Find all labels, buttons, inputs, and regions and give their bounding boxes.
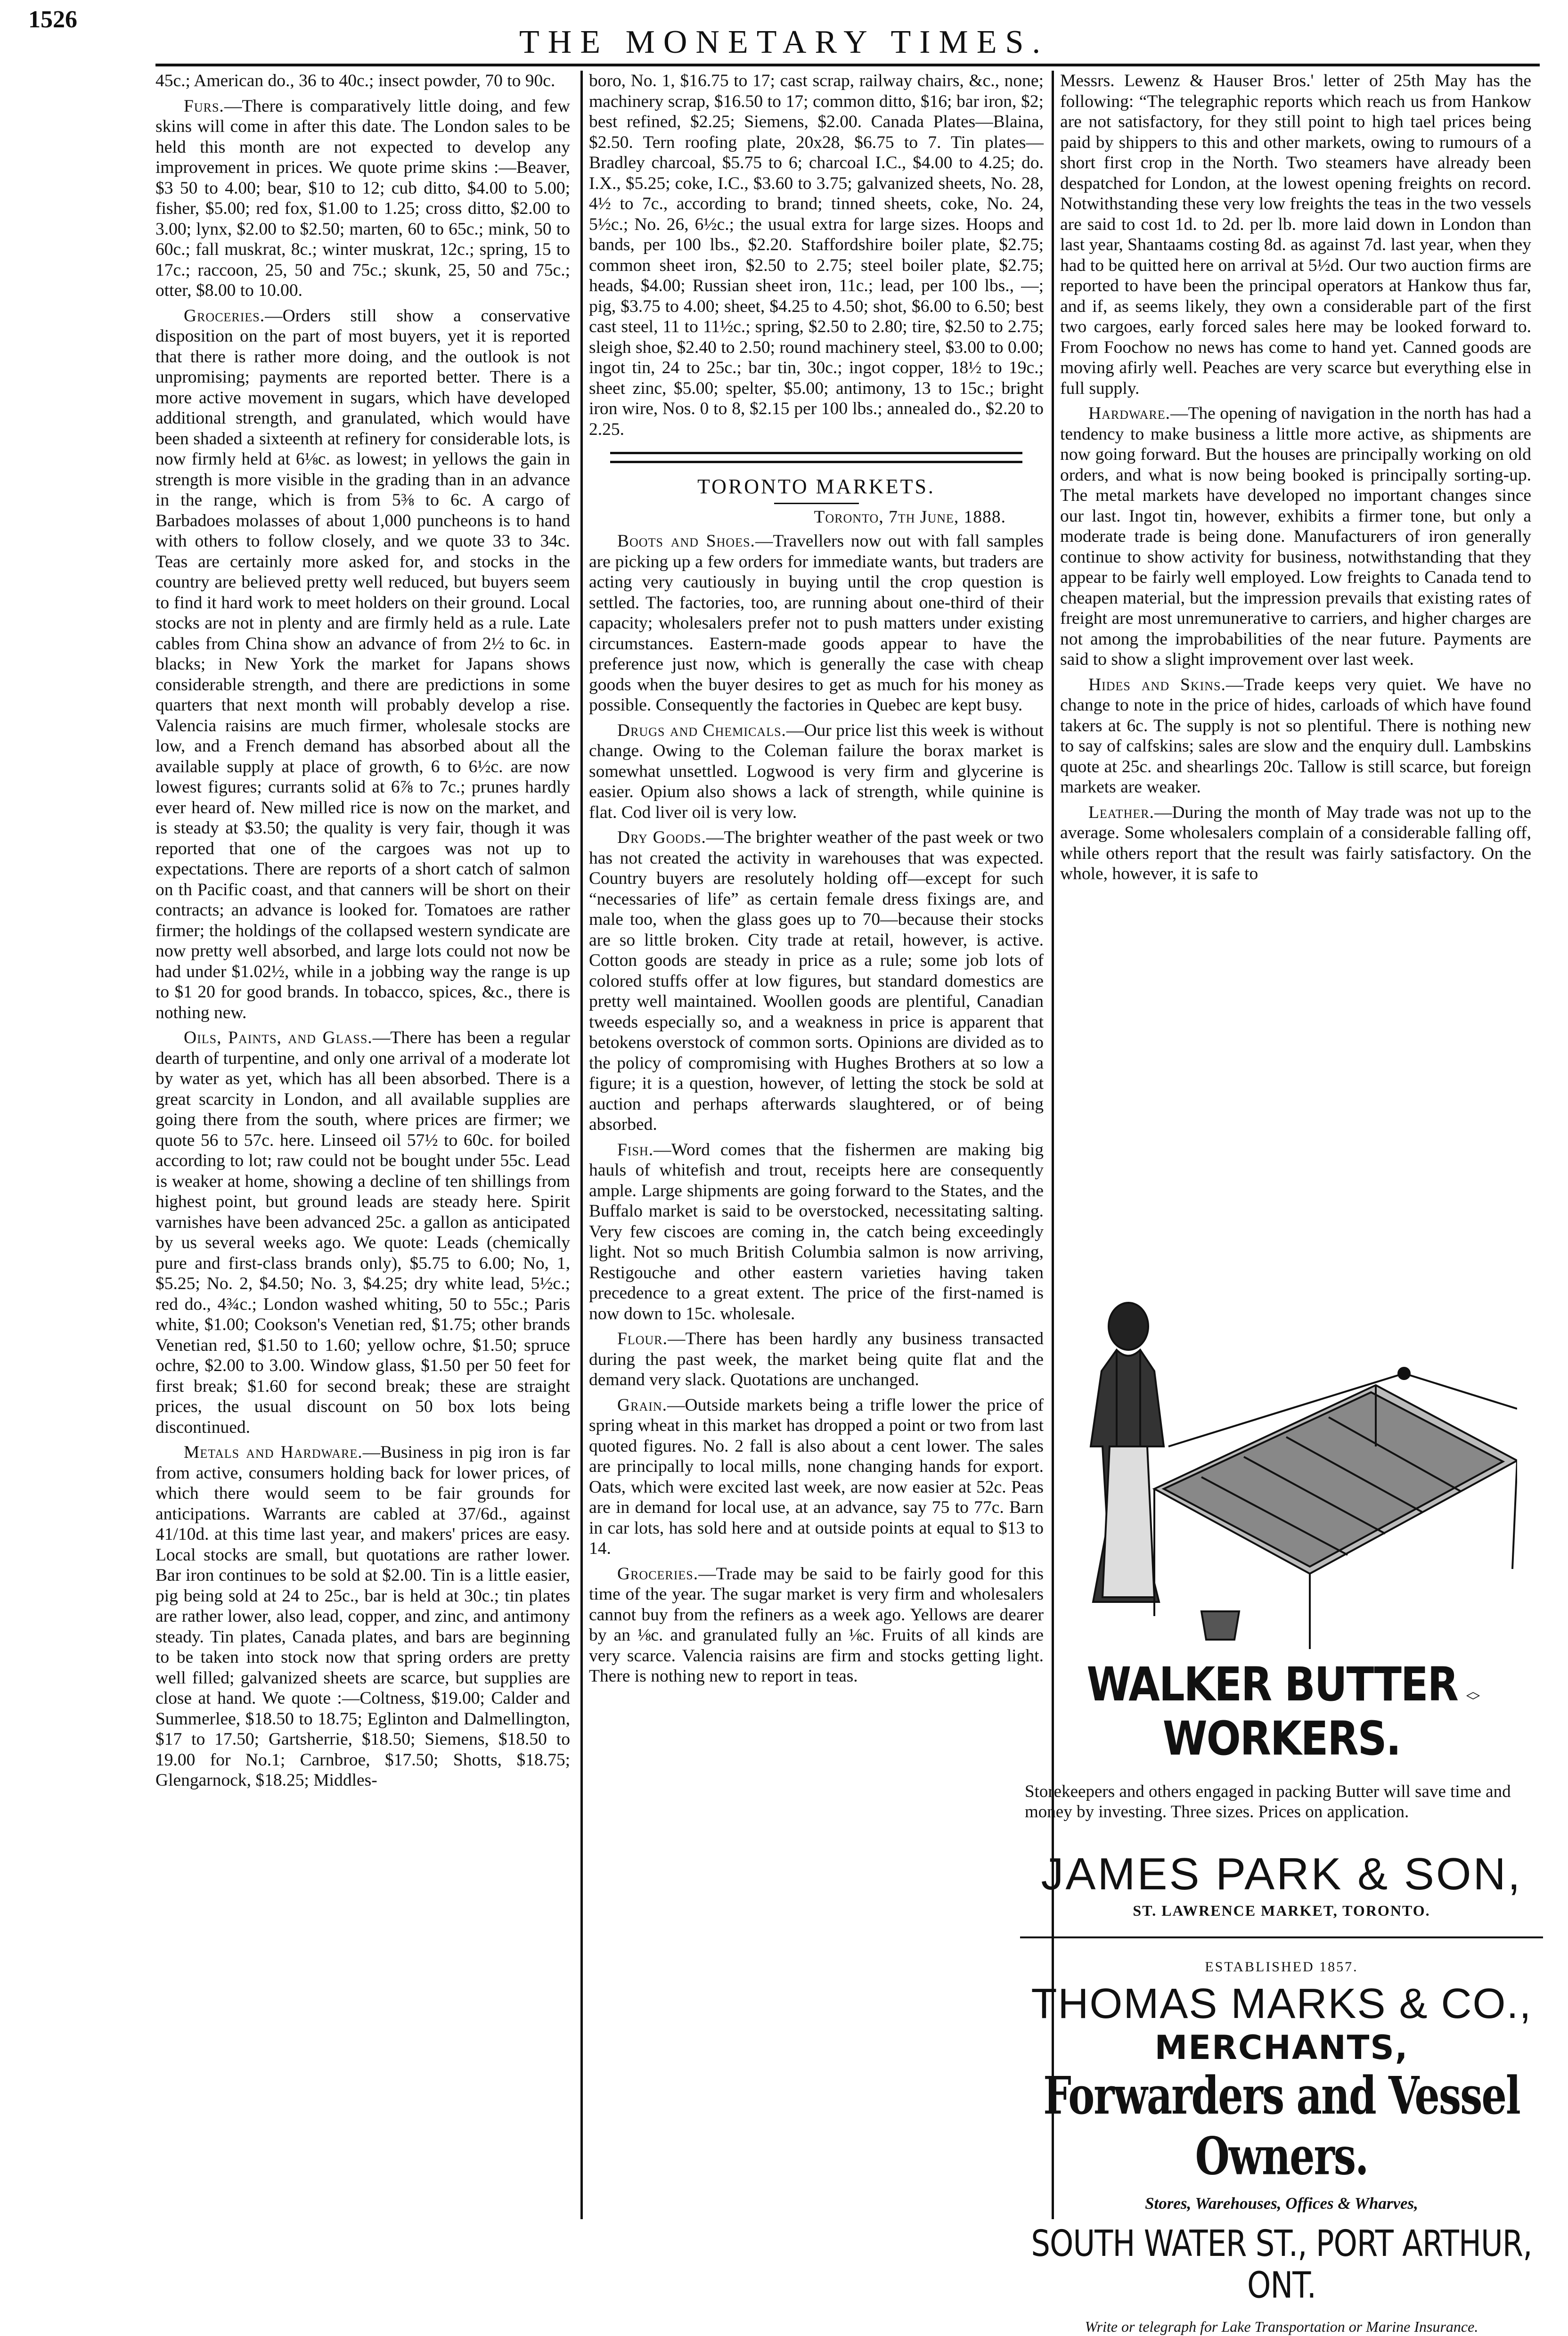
flour-paragraph (589, 1329, 1044, 1390)
hardware-heading: Hardware. (1088, 404, 1171, 423)
article-paragraph: Messrs. Lewenz & Hauser Bros.' letter of 25th May has the following: “The telegraphic reports which reach us from Hankow are not satisfactory, for they still point to high tael prices being paid by shippers to this and other markets, owing to rumours of a short first crop in the North. Two steamers have already been despatched for London, at the lowest opening freights on record. Notwithstanding these very low freights the teas in the two vessels are said to cost 1d. to 2d. per lb. more laid down in London than last year, Shantaams costing 8d. as against 7d. last year, when they had to be quitted here on arrival at 5½d. Our two auction firms are reported to have been the principal operators at Hankow thus far, and if, as seems likely, they own a considerable part of the first two cargoes, early forced sales here may be looked forward to. From Foochow no news has come to hand yet. Canned goods are moving afirly well. Peaches are very scarce but everything else in full supply. (1060, 71, 1531, 398)
forwarders-line: Forwarders and Vessel Owners. (1043, 2065, 1520, 2187)
dry-goods-text: —The brighter weather of the past week or two has not created the activity in warehouses that was expected. Country buyers are resolutely holding off—except for such “necessaries of life” as certain female dress fixings are, and male too, when the glass goes up to 70—because their stocks are so little broken. City trade at retail, however, is active. Cotton goods are steady in price as a rule; some job lots of colored stuffs offer at low figures, but standard domestics are pretty well maintained. Woollen goods are plentiful, Canadian tweeds especially so, and a weakness in price is apparent that betokens overstock of common sorts. Opinions are divided as to the policy of compromising with Hughes Brothers at so low a figure; it is a question, however, of letting the stock be sold at auction and perhaps afterwards slaughtered, or of being absorbed. (589, 828, 1044, 1134)
boots-heading: Boots and Shoes. (617, 531, 755, 551)
metals-paragraph (155, 1442, 570, 1791)
groceries-paragraph (155, 306, 570, 1023)
leather-heading: Leather. (1088, 802, 1154, 822)
page-number: 1526 (28, 6, 77, 33)
hides-paragraph (1060, 675, 1531, 798)
hides-text: —Trade keeps very quiet. We have no change to note in the price of hides, carloads of which have found takers at 6c. The supply is not so plentiful. There is nothing new to say of calfskins; sales are slow and the enquiry dull. Lambskins quote at 25c. and shearlings 20c. Tallow is still scarce, but foreign markets are weaker. (1060, 675, 1531, 797)
section-title: TORONTO MARKETS. (697, 475, 935, 498)
thomas-marks-name: THOMAS MARKS & CO., (1031, 1980, 1532, 2027)
section-divider (610, 452, 1022, 463)
merchants-line: MERCHANTS, (1154, 2028, 1409, 2067)
groceries-paragraph-2 (589, 1564, 1044, 1687)
metals-heading: Metals and Hardware. (184, 1443, 363, 1462)
established-line: ESTABLISHED 1857. (1205, 1959, 1358, 1975)
furs-paragraph (155, 96, 570, 301)
butter-description: Storekeepers and others engaged in packing Butter will save time and money by investing. Three sizes. Prices on application. (1025, 1782, 1511, 1821)
furs-heading: Furs. (184, 96, 224, 116)
fish-heading: Fish. (617, 1140, 654, 1160)
drugs-heading: Drugs and Chemicals. (617, 720, 786, 740)
fish-paragraph (589, 1140, 1044, 1324)
dateline: Toronto, 7th June, 1888. (814, 507, 1006, 527)
drugs-text: —Our price list this week is without change. Owing to the Coleman failure the borax market is somewhat unsettled. Logwood is very firm and glycerine is easier. Opium also shows a lack of strength, while quinine is flat. Cod liver oil is very low. (589, 720, 1044, 822)
leather-text: —During the month of May trade was not up to the average. Some wholesalers complain of a considerable falling off, while others report that the result was fairly satisfactory. On the whole, however, it is safe to (1060, 802, 1531, 883)
grain-text: —Outside markets being a trifle lower the price of spring wheat in this market has dropped a point or two from last quoted figures. No. 2 fall is also about a cent lower. The sales are principally to local mills, none changing hands for export. Oats, which were excited last week, are now easier at 52c. Peas are in demand for local use, at an advance, say 75 to 77c. Barn in car lots, has sold here and at outside points at equal to $13 to 14. (589, 1395, 1044, 1558)
publication-title: THE MONETARY TIMES. (519, 24, 1049, 60)
groceries-text-2: —Trade may be said to be fairly good for this time of the year. The sugar market is very firm and wholesalers cannot buy from the refiners as a week ago. Yellows are dearer by an ⅛c. and granulated fully an ⅛c. Fruits of all kinds are very scarce. Valencia raisins are firm and stocks getting light. There is nothing new to report in teas. (589, 1564, 1044, 1686)
column-2 (589, 71, 1044, 1691)
hardware-text: —The opening of navigation in the north has had a tendency to make business a little more active, as shipments are now going forward. But the houses are principally working on old orders, and what is now being booked is principally sorting-up. The metal markets have developed no important changes since our last. Ingot tin, however, exhibits a firmer tone, but only a moderate trade is being done. Manufacturers of iron generally continue to show activity for business, notwithstanding that they appear to be fairly well employed. Low freights to Canada tend to cheapen material, but the impression prevails that existing rates of freight are most unremunerative to carriers, and higher charges are not among the improbabilities of the near future. Payments are said to show a slight improvement over last week. (1060, 404, 1531, 669)
hides-heading: Hides and Skins. (1088, 675, 1226, 694)
fish-text: —Word comes that the fishermen are making big hauls of whitefish and trout, receipts here are consequently ample. Large shipments are going forward to the States, and the Buffalo market is said to be overstocked, necessitating salting. Very few ciscoes are coming in, the catch being exceedingly light. Not so much British Columbia salmon is now arriving, Restigouche and other eastern varieties having taken precedence to a great extent. The price of the first-named is now down to 15c. wholesale. (589, 1140, 1044, 1323)
oils-heading: Oils, Paints, and Glass. (184, 1028, 373, 1047)
metals-text: —Business in pig iron is far from active, consumers holding back for lower prices, of which there would seem to be fair grounds for anticipations. Warrants are cabled at 37/6d., against 41/10d. at this time last year, and makers' prices are easy. Local stocks are small, but quotations are rather lower. Bar iron continues to be sold at $2.00. Tin is a little easier, pig being sold at 24 to 25c., bar is held at 30c.; tin plates are rather lower, also lead, copper, and zinc, and antimony steady. Tin plates, Canada plates, and bars are beginning to be taken into stock now that spring orders are pretty well filled; galvanized sheets are scarce, but supplies are close at hand. We quote :—Coltness, $19.00; Calder and Summerlee, $18.50 to 18.75; Eglinton and Dalmellington, $17 to 17.50; Gartsherrie, $18.50; Siemens, $18.50 to 19.00 for No.1; Carnbroe, $17.50; Shotts, $18.75; Glengarnock, $18.25; Middles- (155, 1443, 571, 1790)
furs-text: —There is comparatively little doing, and few skins will come in after this date. The London sales to be held this month are not expected to develop any improvement in prices. We quote prime skins :—Beaver, $3 50 to 4.00; bear, $10 to 12; cub ditto, $4.00 to 5.00; fisher, $5.00; red fox, $1.00 to 1.25; cross ditto, $2.00 to 3.00; lynx, $2.00 to $2.50; marten, 60 to 65c.; mink, 50 to 60c.; fall muskrat, 8c.; winter muskrat, 12c.; spring, 15 to 17c.; raccoon, 25, 50 and 75c.; skunk, 25, 50 and 75c.; otter, $8.00 to 10.00. (155, 96, 570, 300)
article-paragraph: 45c.; American do., 36 to 40c.; insect powder, 70 to 90c. (155, 71, 555, 90)
drugs-paragraph (589, 720, 1044, 823)
column-divider-1 (580, 71, 583, 2219)
grain-heading: Grain. (617, 1395, 668, 1415)
walker-butter-workers-heading (1015, 1658, 1548, 1766)
write-line: Write or telegraph for Lake Transportation or Marine Insurance. (1085, 2318, 1478, 2335)
hardware-paragraph (1060, 403, 1531, 670)
leather-paragraph (1060, 802, 1531, 884)
james-park-name: JAMES PARK & SON, (1041, 1849, 1522, 1899)
walker-title: WALKER BUTTER (1086, 1658, 1458, 1712)
groceries-text: —Orders still show a conservative disposition on the part of most buyers, yet it is reported that there is rather more doing, and the outlook is not unpromising; payments are reported better. There is a more active movement in sugars, which have developed additional strength, and granulated, which would have been shaded a sixteenth at refinery for considerable lots, is now firmly held at 6⅛c. as lowest; in yellows the gain in strength is more visible in the grading than in an advance in the range, which is from 5⅜ to 6c. A cargo of Barbadoes molasses of about 1,000 puncheons is to hand with others to follow closely, and we quote 33 to 34c. Teas are certainly more asked for, and stocks in the country are believed pretty well reduced, but buyers seem to find it hard work to meet holders on their ground. Local stocks are not in plenty and are firmly held as a rule. Late cables from China show an advance of from 2½ to 6c. in blacks; in New York the market for Japans shows considerable strength, and there are predictions in some quarters that next month will probably develop a rise. Valencia raisins are much firmer, wholesale stocks are low, and a French demand has absorbed about all the available supply at place of growth, 6 to 6½c. are now lowest figures; currants solid at 6⅞ to 7c.; prunes hardly ever heard of. New milled rice is now on the market, and is steady at $3.50; the quality is very fair, though it was reported that one of the cargoes was not up to expectations. There are reports of a short catch of salmon on th Pacific coast, and that canners will be short on their contracts; an advance is looked for. Tomatoes are rather firmer; the holdings of the collapsed western syndicate are now pretty well absorbed, and large lots could not now be had under $1.02½, while in a jobbing way the range is up to $1 20 for good brands. In tobacco, spices, &c., there is nothing new. (155, 306, 570, 1022)
column-3 (1060, 71, 1531, 889)
groceries-heading-2: Groceries. (617, 1564, 699, 1584)
james-park-address: ST. LAWRENCE MARKET, TORONTO. (1133, 1902, 1430, 1919)
grain-paragraph (589, 1395, 1044, 1559)
ad-divider (1020, 1936, 1543, 1938)
advertisement (1015, 1291, 1548, 2335)
oils-paragraph (155, 1028, 570, 1438)
dry-goods-heading: Dry Goods. (617, 828, 706, 847)
header-rule (155, 64, 1540, 66)
title-rule (589, 503, 1044, 504)
workers-title: WORKERS. (1162, 1712, 1401, 1766)
address-line: SOUTH WATER ST., PORT ARTHUR, ONT. (1031, 2223, 1532, 2307)
stores-line: Stores, Warehouses, Offices & Wharves, (1145, 2194, 1418, 2213)
oils-text: —There has been a regular dearth of turpentine, and only one arrival of a moderate lot by water as yet, which has all been absorbed. There is a great scarcity in London, and all available supplies are going there from the south, where prices are firmer; we quote 56 to 57c. here. Linseed oil 57½ to 60c. for boiled according to lot; raw could not be bought under 55c. Lead is weaker at home, showing a decline of ten shillings from highest point, but ground leads are steady here. Spirit varnishes have been advanced 25c. a gallon as anticipated by us several weeks ago. We quote: Leads (chemically pure and first-class brands only), $5.75 to 6.00; No, 1, $5.25; No. 2, $4.50; No. 3, $4.25; dry white lead, 5½c.; red do., 4¾c.; London washed whiting, 50 to 55c.; Paris white, $1.00; Cookson's Venetian red, $1.75; other brands Venetian red, $1.50 to 1.60; yellow ochre, $1.50; spruce ochre, $2.00 to 3.00. Window glass, $1.50 per 50 feet for first break; $1.60 for second break; these are straight prices, the usual discount on 50 box lots being discontinued. (155, 1028, 570, 1437)
boots-paragraph (589, 531, 1044, 716)
flour-heading: Flour. (617, 1329, 668, 1348)
article-paragraph: boro, No. 1, $16.75 to 17; cast scrap, railway chairs, &c., none; machinery scrap, $16.50 to 17; common ditto, $16; bar iron, $2; best refined, $2.25; Siemens, $2.00. Canada Plates—Blaina, $2.50. Tern roofing plate, 20x28, $6.75 to 7. Tin plates—Bradley charcoal, $5.75 to 6; charcoal I.C., $4.00 to 4.25; do. I.X., $5.25; coke, I.C., $3.60 to 3.75; galvanized sheets, No. 28, 4½ to 7c., according to brand; tinned sheets, coke, No. 24, 5½c.; No. 26, 6½c.; the usual extra for large sizes. Hoops and bands, per 100 lbs., $2.20. Staffordshire boiler plate, $2.75; common sheet iron, $2.50 to 2.75; steel boiler plate, $2.75; heads, $4.00; Russian sheet iron, 11c.; lead, per 100 lbs., —; pig, $3.75 to 4.00; sheet, $4.25 to 4.50; shot, $6.00 to 6.50; best cast steel, 11 to 11½c.; spring, $2.50 to 2.80; tire, $2.50 to 2.75; sleigh shoe, $2.40 to 2.50; round machinery steel, $3.00 to 0.00; ingot tin, 24 to 25c.; bar tin, 30c.; ingot copper, 18½ to 19c.; sheet zinc, $5.00; spelter, $5.00; antimony, 13 to 15c.; bright iron wire, Nos. 0 to 8, $2.15 per 100 lbs.; annealed do., $2.20 to 2.25. (589, 71, 1044, 439)
trademark-mark: ◊ (1466, 1692, 1482, 1699)
page-header (0, 0, 1568, 60)
flour-text: —There has been hardly any business transacted during the past week, the market being quite flat and the demand very slack. Quotations are unchanged. (589, 1329, 1044, 1389)
column-1 (155, 71, 570, 1796)
boots-text: —Travellers now out with fall samples are picking up a few orders for immediate wants, but traders are acting very cautiously in buying until the crop question is settled. The factories, too, are running about one-third of their capacity; wholesalers prefer not to push matters under existing circumstances. Eastern-made goods appear to have the preference just now, which is generally the case with cheap goods when the buyer desires to get as much for his money as possible. Consequently the factories in Quebec are kept busy. (589, 531, 1044, 715)
groceries-heading: Groceries. (184, 306, 265, 326)
butter-worker-illustration-icon (1046, 1291, 1517, 1654)
dry-goods-paragraph (589, 827, 1044, 1135)
